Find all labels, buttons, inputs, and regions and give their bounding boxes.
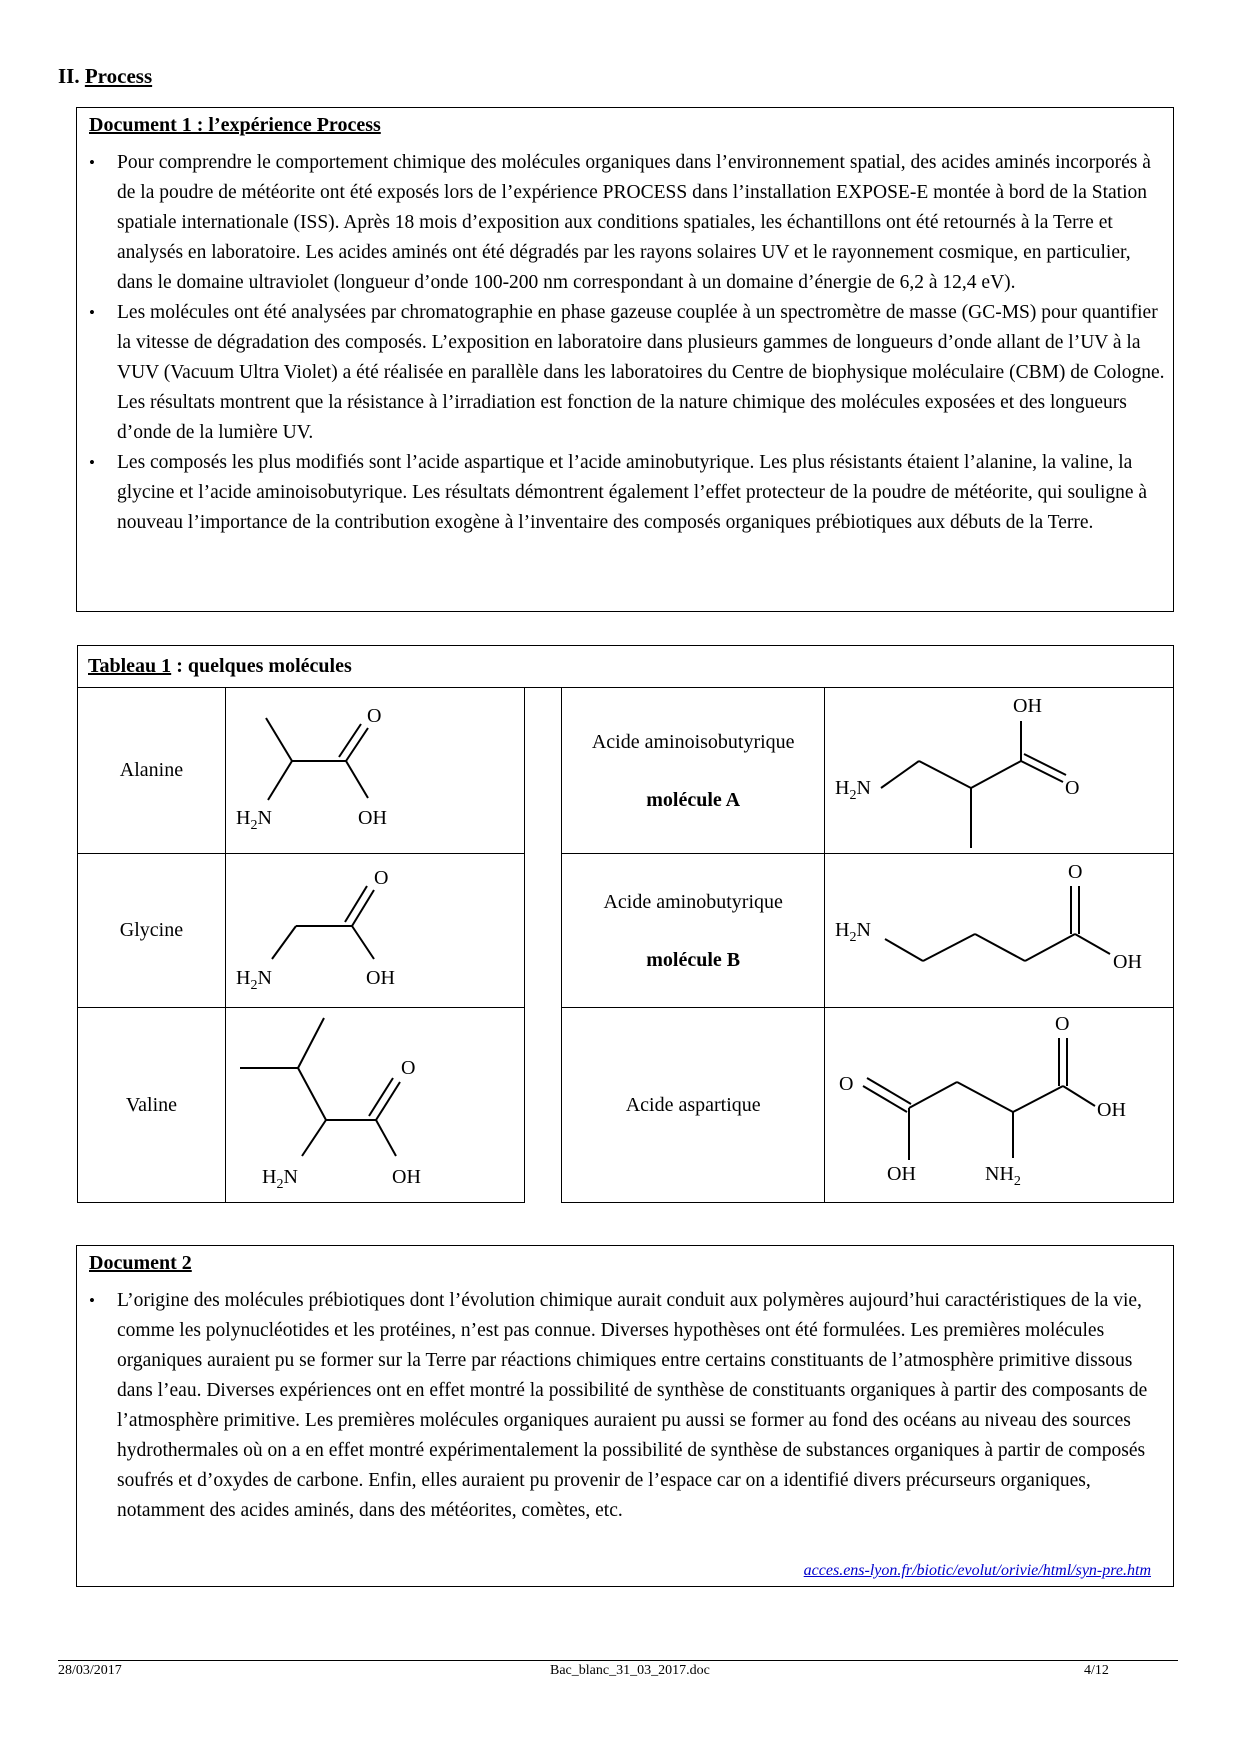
valine-o-label: O [400,1057,416,1079]
alanine-diagram [226,688,524,853]
aminobutyric-cell [562,854,825,1008]
aminoisobutyric-structure [824,688,1173,854]
doc1-bullet-3: • Les composés les plus modifiés sont l’acide aspartique et l’acide aminobutyrique. Les plus résistants étaient l’alanine, la valine, la glycine et l’acide aminoisobutyrique. Les résultats démontrent également l’effet protecteur de la poudre de météorite, qui souligne à nouveau l’importance de la contribution exogène à l’inventaire des composés organiques prébiotiques aux débuts de la Terre. [77,448,1173,538]
molecule-b-label: molécule B [646,948,741,971]
doc2-bullet-1: • L’origine des molécules prébiotiques dont l’évolution chimique aurait conduit aux polymères aujourd’hui caractéristiques de la vie, comme les polynucléotides et les protéines, n’est pas connue. Diverses hypothèses ont été formulées. Les premières molécules organiques auraient pu se former sur la Terre par réactions chimiques entre certains constituants de l’atmosphère primitive dissous dans l’eau. Diverses expériences ont en effet montré la possibilité de synthèse de constituants organiques à partir des composants de l’atmosphère primitive. Les premières molécules organiques auraient pu aussi se former au fond des océans au niveau des sources hydrothermales où on a en effet montré expérimentalement la possibilité de synthèse de substances organiques à partir de composés soufrés et d’oxydes de carbone. Enfin, elles auraient pu provenir de l’espace car on a identifié divers précurseurs organiques, notamment des acides aminés, dans des météorites, comètes, etc. [77,1286,1173,1526]
document-2-title: Document 2 [89,1252,192,1274]
molecule-b-o-label: O [1067,861,1083,883]
aspartic-o-top-label: O [1054,1013,1070,1035]
valine-diagram [226,1008,524,1202]
glycine-oh-label: OH [365,967,395,989]
alanine-name: Alanine [78,688,226,854]
document-1-box [76,107,1174,612]
table-title [78,646,1174,688]
aminoisobutyric-cell [562,688,825,854]
molecule-a-oh-label: OH [1012,695,1042,717]
aspartic-oh-right-label: OH [1096,1099,1126,1121]
valine-oh-label: OH [391,1166,421,1188]
table-title-text: : quelques molécules [171,655,352,677]
aminobutyric-diagram [825,854,1173,1007]
molecule-a-o-label: O [1064,777,1080,799]
aspartic-name: Acide aspartique [562,1008,825,1203]
molecule-b-oh-label: OH [1112,951,1142,973]
document-1-title: Document 1 : l’expérience Process [89,114,381,136]
document-1-bullets [77,148,1173,538]
aminoisobutyric-name: Acide aminoisobutyrique [591,730,795,753]
document-2-bullets [77,1286,1173,1526]
glycine-structure [225,854,524,1008]
alanine-o-label: O [366,705,382,727]
footer-filename: Bac_blanc_31_03_2017.doc [550,1663,710,1678]
molecule-a-h2n-label: $H_2N$ [834,777,871,803]
footer-rule [58,1660,1178,1661]
table-title-label: Tableau 1 [88,655,172,677]
document-2-box [76,1245,1174,1587]
section-title [58,64,152,89]
footer-date: 28/03/2017 [58,1663,122,1678]
glycine-h2n-label: $H_2N$ [235,967,272,993]
alanine-structure [225,688,524,854]
aspartic-oh-bottom-label: OH [886,1163,916,1185]
aspartic-o-left-label: O [838,1073,854,1095]
section-name: Process [84,64,153,88]
alanine-oh-label: OH [357,807,387,829]
footer-page-number: 4/12 [1084,1663,1109,1678]
glycine-diagram [226,854,524,1007]
glycine-o-label: O [373,867,389,889]
section-number: II. [58,64,80,88]
aminoisobutyric-diagram [825,688,1173,853]
aminobutyric-name: Acide aminobutyrique [603,890,783,913]
valine-name: Valine [78,1008,226,1203]
aspartic-nh2-label: $NH_2$ [984,1163,1021,1189]
molecules-table [77,645,1174,1203]
molecule-a-label: molécule A [646,788,741,811]
glycine-name: Glycine [78,854,226,1008]
aspartic-diagram [825,1008,1173,1202]
aspartic-structure [824,1008,1173,1203]
alanine-h2n-label: $H_2N$ [235,807,272,833]
doc1-bullet-1: • Pour comprendre le comportement chimique des molécules organiques dans l’environnement spatial, des acides aminés incorporés à de la poudre de météorite ont été exposés lors de l’expérience PROCESS dans l’installation EXPOSE-E montée à bord de la Station spatiale internationale (ISS). Après 18 mois d’exposition aux conditions spatiales, les échantillons ont été retournés à la Terre et analysés en laboratoire. Les acides aminés ont été dégradés par les rayons solaires UV et le rayonnement cosmique, en particulier, dans le domaine ultraviolet (longueur d’onde 100-200 nm correspondant à un domaine d’énergie de 6,2 à 12,4 eV). [77,148,1173,298]
valine-h2n-label: $H_2N$ [261,1166,298,1192]
valine-structure [225,1008,524,1203]
aminobutyric-structure [824,854,1173,1008]
molecule-b-h2n-label: $H_2N$ [834,919,871,945]
doc1-bullet-2: • Les molécules ont été analysées par chromatographie en phase gazeuse couplée à un spectromètre de masse (GC-MS) pour quantifier la vitesse de dégradation des composés. L’exposition en laboratoire dans plusieurs gammes de longueurs d’onde allant de l’UV à la VUV (Vacuum Ultra Violet) a été réalisée en parallèle dans les laboratoires du Centre de biophysique moléculaire (CBM) de Cologne. Les résultats montrent que la résistance à l’irradiation est fonction de la nature chimique des molécules exposées et des longueurs d’onde de la lumière UV. [77,298,1173,448]
source-link[interactable]: acces.ens-lyon.fr/biotic/evolut/orivie/html/syn-pre.htm [803,1562,1151,1579]
